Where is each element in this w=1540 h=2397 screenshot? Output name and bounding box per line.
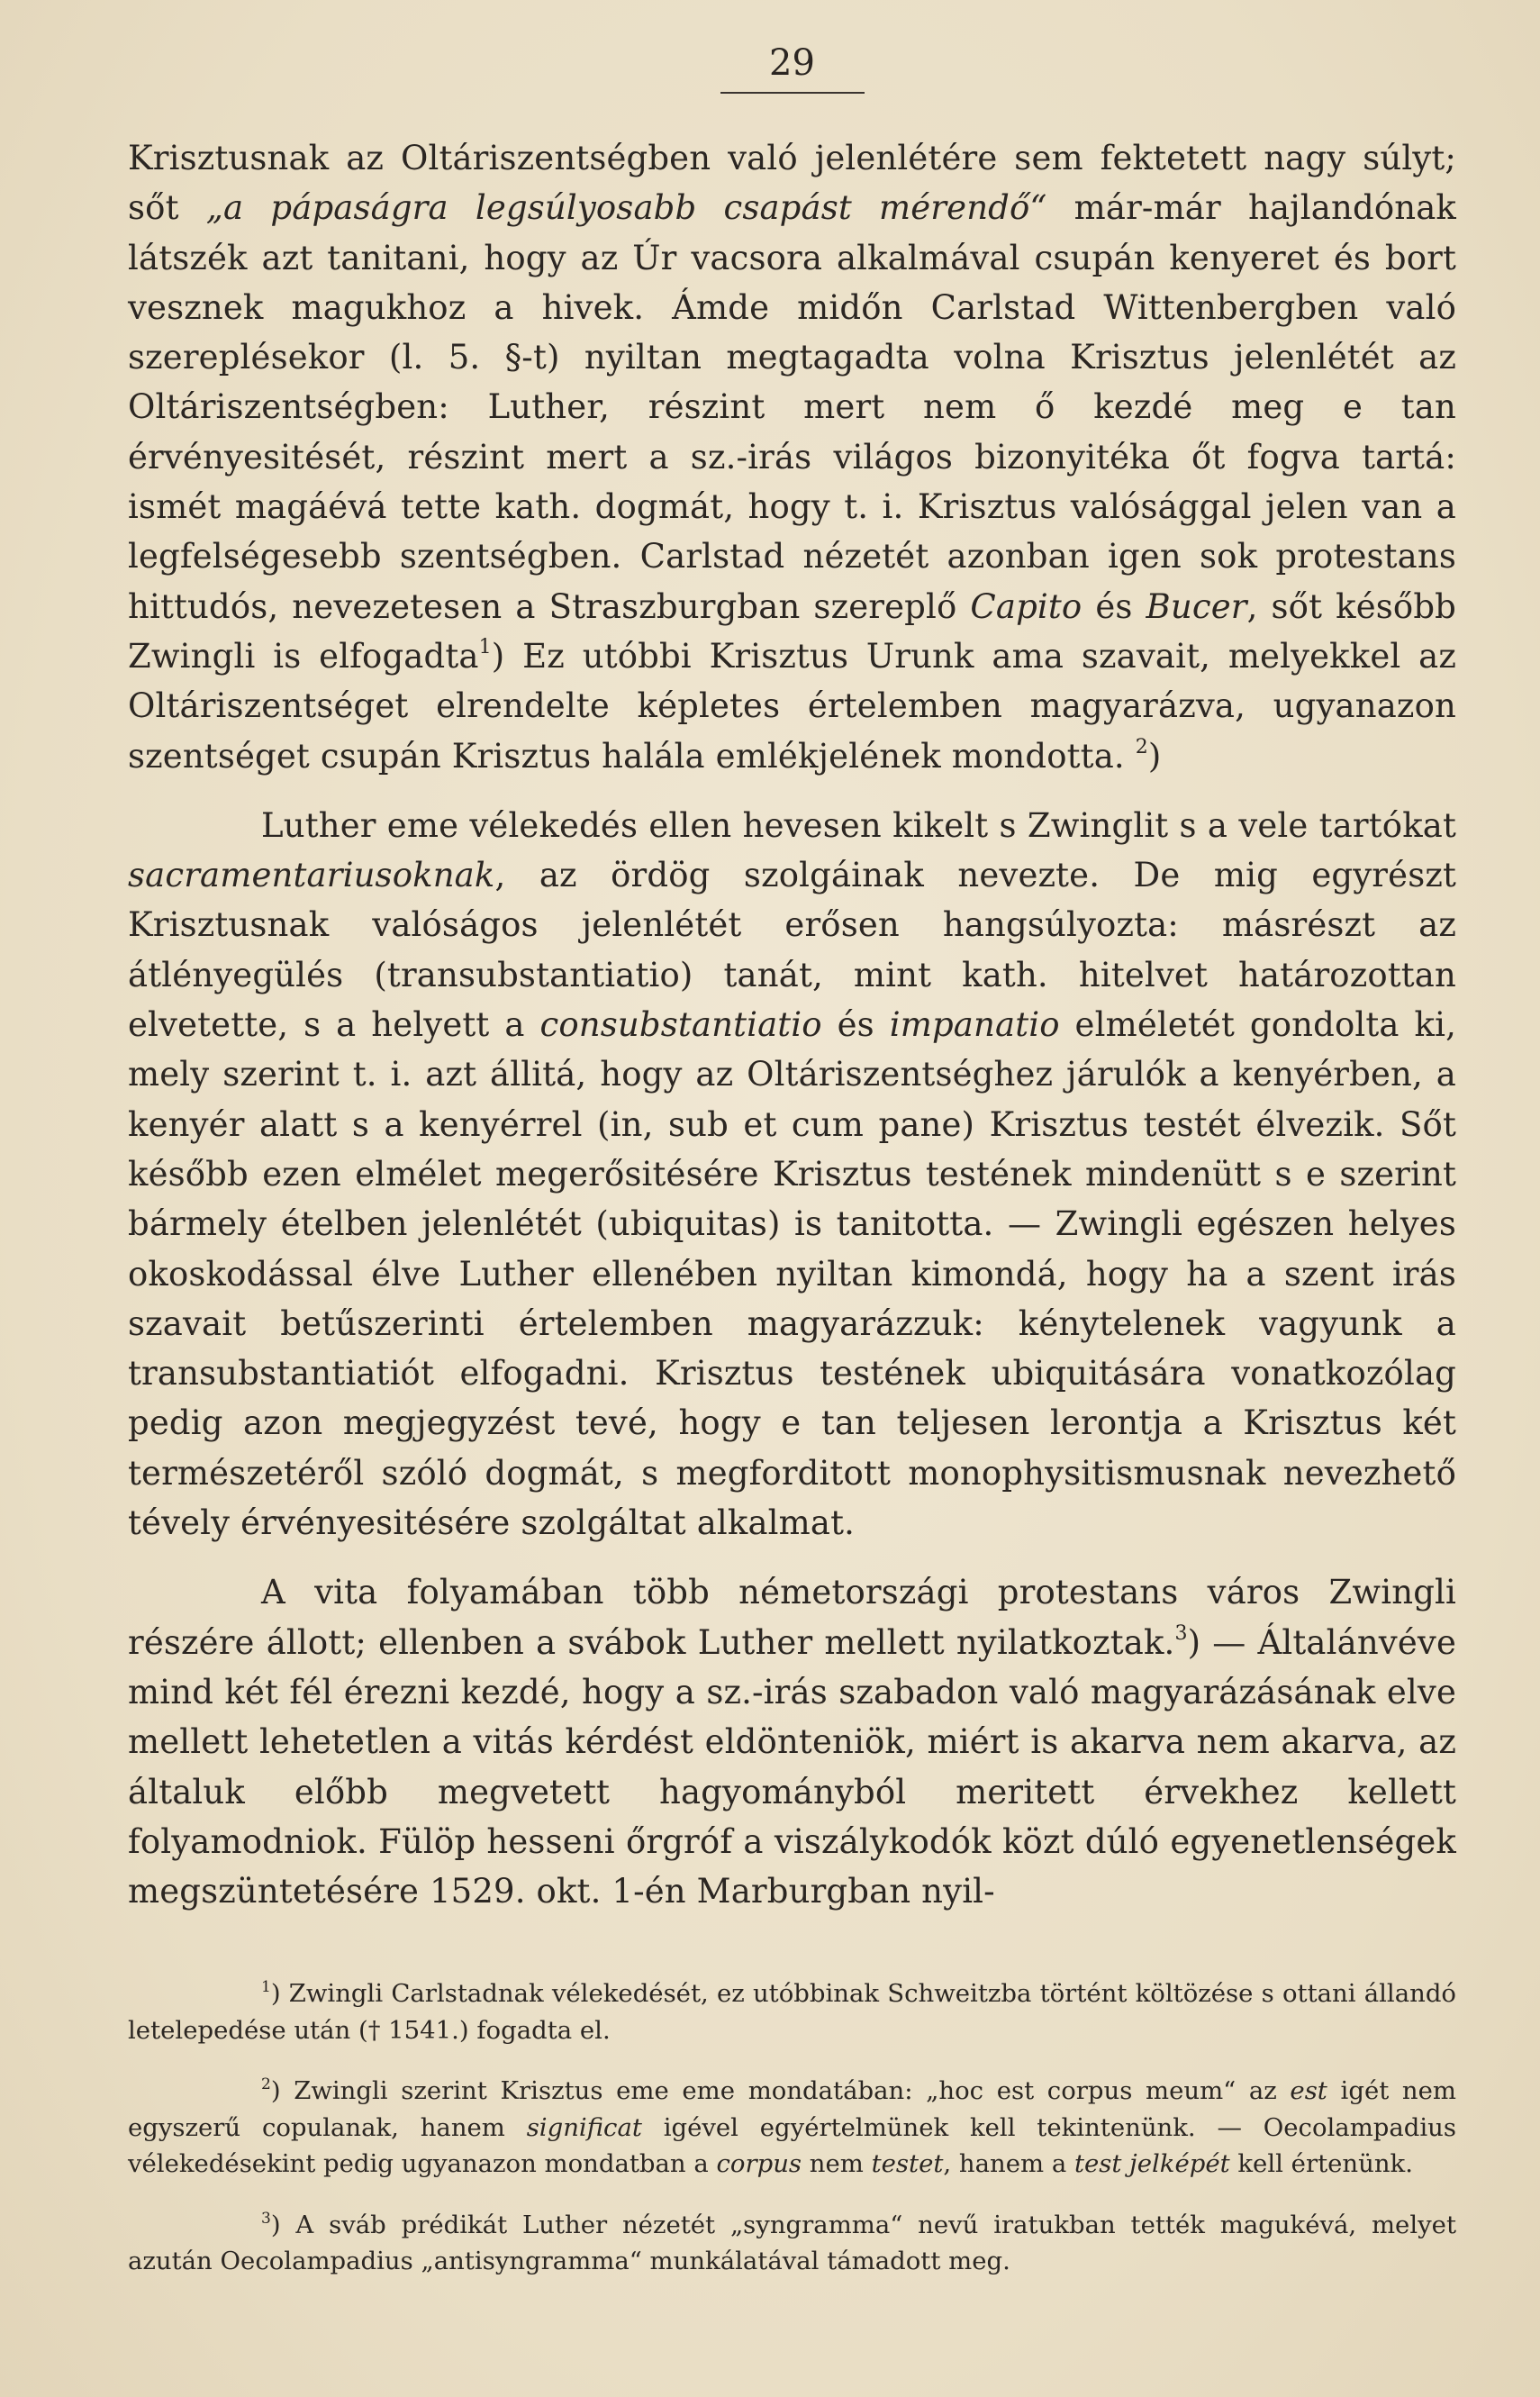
text-run: ) Zwingli Carlstadnak vélekedését, ez utóbbinak Schweitzba történt költözése s ottani állandó letelepedése után († 1541.) fogadta el. bbox=[128, 1979, 1456, 2045]
text-run: kell értenünk. bbox=[1229, 2149, 1413, 2179]
footnote-ref: 2 bbox=[261, 2075, 271, 2094]
italic-text: test jelképét bbox=[1073, 2149, 1230, 2179]
italic-text: testet bbox=[871, 2149, 944, 2179]
footnote bbox=[128, 2073, 1456, 2183]
italic-text: consubstantiatio bbox=[539, 1005, 822, 1045]
text-run: ) Zwingli szerint Krisztus eme eme mondatában: „hoc est corpus meum“ az bbox=[270, 2076, 1291, 2106]
paragraph bbox=[128, 1567, 1456, 1916]
page-number: 29 bbox=[720, 36, 865, 94]
footnotes bbox=[128, 1975, 1456, 2280]
italic-text: est bbox=[1290, 2076, 1327, 2106]
paragraph bbox=[128, 133, 1456, 781]
text-run: igét nem egyszerű copulanak, hanem bbox=[128, 2076, 1456, 2142]
text-run: , sőt később Zwingli is elfogadta bbox=[128, 586, 1456, 676]
text-run: nem bbox=[802, 2149, 872, 2179]
text-run: , hanem a bbox=[943, 2149, 1074, 2179]
italic-text: „a pápaságra legsúlyosabb csapást mérendő“ bbox=[205, 188, 1047, 228]
footnote bbox=[128, 1975, 1456, 2048]
italic-text: sacramentariusoknak bbox=[128, 856, 495, 895]
footnote bbox=[128, 2207, 1456, 2280]
text-run: és bbox=[821, 1005, 890, 1045]
footnote-ref: 3 bbox=[261, 2209, 271, 2228]
footnote-ref: 1 bbox=[478, 635, 492, 658]
text-run: ) Ez utóbbi Krisztus Urunk ama szavait, melyekkel az Oltáriszentséget elrendelte képletes értelemben magyarázva, ugyanazon szentséget csupán Krisztus halála emlékjelének mondotta. bbox=[128, 636, 1457, 776]
footnote-ref: 1 bbox=[261, 1978, 271, 1997]
text-run: igével egyértelmünek kell tekintenünk. — Oecolampadius vélekedésekint pedig ugyanazon mondatban a bbox=[128, 2112, 1457, 2179]
text-run: és bbox=[1082, 586, 1146, 626]
text-run: elméletét gondolta ki, mely szerint t. i. azt állitá, hogy az Oltáriszentséghez járulók a kenyérben, a kenyér alatt s a kenyérrel (in, sub et cum pane) Krisztus testét élvezik. Sőt később ezen elmélet megerősitésére Krisztus testének mindenütt s e szerint bármely ételben jelenlétét (ubiquitas) is tanitotta. — Zwingli egészen helyes okoskodással élve Luther ellenében nyiltan kimondá, hogy ha a szent irás szavait betűszerinti értelemben magyarázzuk: kénytelenek vagyunk a transubstantiatiót elfogadni. Krisztus testének ubiquitására vonatkozólag pedig azon megjegyzést tevé, hogy e tan teljesen lerontja a Krisztus két természetéről szóló dogmát, s megforditott monophysitismusnak nevezhető tévely érvényesitésére szolgáltat alkalmat. bbox=[128, 1005, 1457, 1543]
italic-text: Bucer bbox=[1146, 586, 1247, 626]
text-run: ) A sváb prédikát Luther nézetét „syngramma“ nevű iratukban tették magukévá, melyet azután Oecolampadius „antisyngramma“ munkálatával támadott meg. bbox=[128, 2210, 1456, 2276]
text-run: ) bbox=[1147, 736, 1162, 776]
italic-text: impanatio bbox=[889, 1005, 1060, 1045]
footnote-ref: 2 bbox=[1135, 735, 1148, 758]
text-run: Luther eme vélekedés ellen hevesen kikelt s Zwinglit s a vele tartókat bbox=[261, 805, 1456, 845]
text-run: , az ördög szolgáinak nevezte. De mig egyrészt Krisztusnak valóságos jelenlétét erősen hangsúlyozta: másrészt az átlényegülés (transubstantiatio) tanát, mint kath. hitelvet határozottan elvetette, s a helyett a bbox=[128, 856, 1456, 1045]
italic-text: corpus bbox=[716, 2149, 802, 2179]
italic-text: significat bbox=[526, 2112, 642, 2142]
text-run: már-már hajlandónak látszék azt tanitani, hogy az Úr vacsora alkalmával csupán kenyeret és bort vesznek magukhoz a hivek. Ámde midőn Carlstad Wittenbergben való szereplésekor (l. 5. §-t) nyiltan megtagadta volna Krisztus jelenlétét az Oltáriszentségben: Luther, részint mert nem ő kezdé meg e tan érvényesitését, részint mert a sz.-irás világos bizonyitéka őt fogva tartá: ismét magáévá tette kath. dogmát, hogy t. i. Krisztus valósággal jelen van a legfelségesebb szentségben. Carlstad nézetét azonban igen sok protestans hittudós, nevezetesen a Straszburgban szereplő bbox=[128, 188, 1456, 626]
text-run: Krisztusnak az Oltáriszentségben való jelenlétére sem fektetett nagy súlyt; sőt bbox=[128, 139, 1456, 228]
book-page bbox=[128, 36, 1456, 2304]
text-run: ) — Általánvéve mind két fél érezni kezdé, hogy a sz.-irás szabadon való magyarázásának elve mellett lehetetlen a vitás kérdést eldönteniök, miért is akarva nem akarva, az általuk előbb megvetett hagyományból meritett érvekhez kellett folyamodniok. Fülöp hesseni őrgróf a viszálykodók közt dúló egyenetlenségek megszüntetésére 1529. okt. 1-én Marburgban nyil- bbox=[128, 1622, 1456, 1911]
italic-text: Capito bbox=[970, 586, 1083, 626]
text-run: A vita folyamában több németországi protestans város Zwingli részére állott; ellenben a svábok Luther mellett nyilatkoztak. bbox=[128, 1573, 1456, 1662]
body-text bbox=[128, 133, 1456, 1916]
footnote-ref: 3 bbox=[1174, 1621, 1188, 1645]
paragraph bbox=[128, 801, 1456, 1548]
